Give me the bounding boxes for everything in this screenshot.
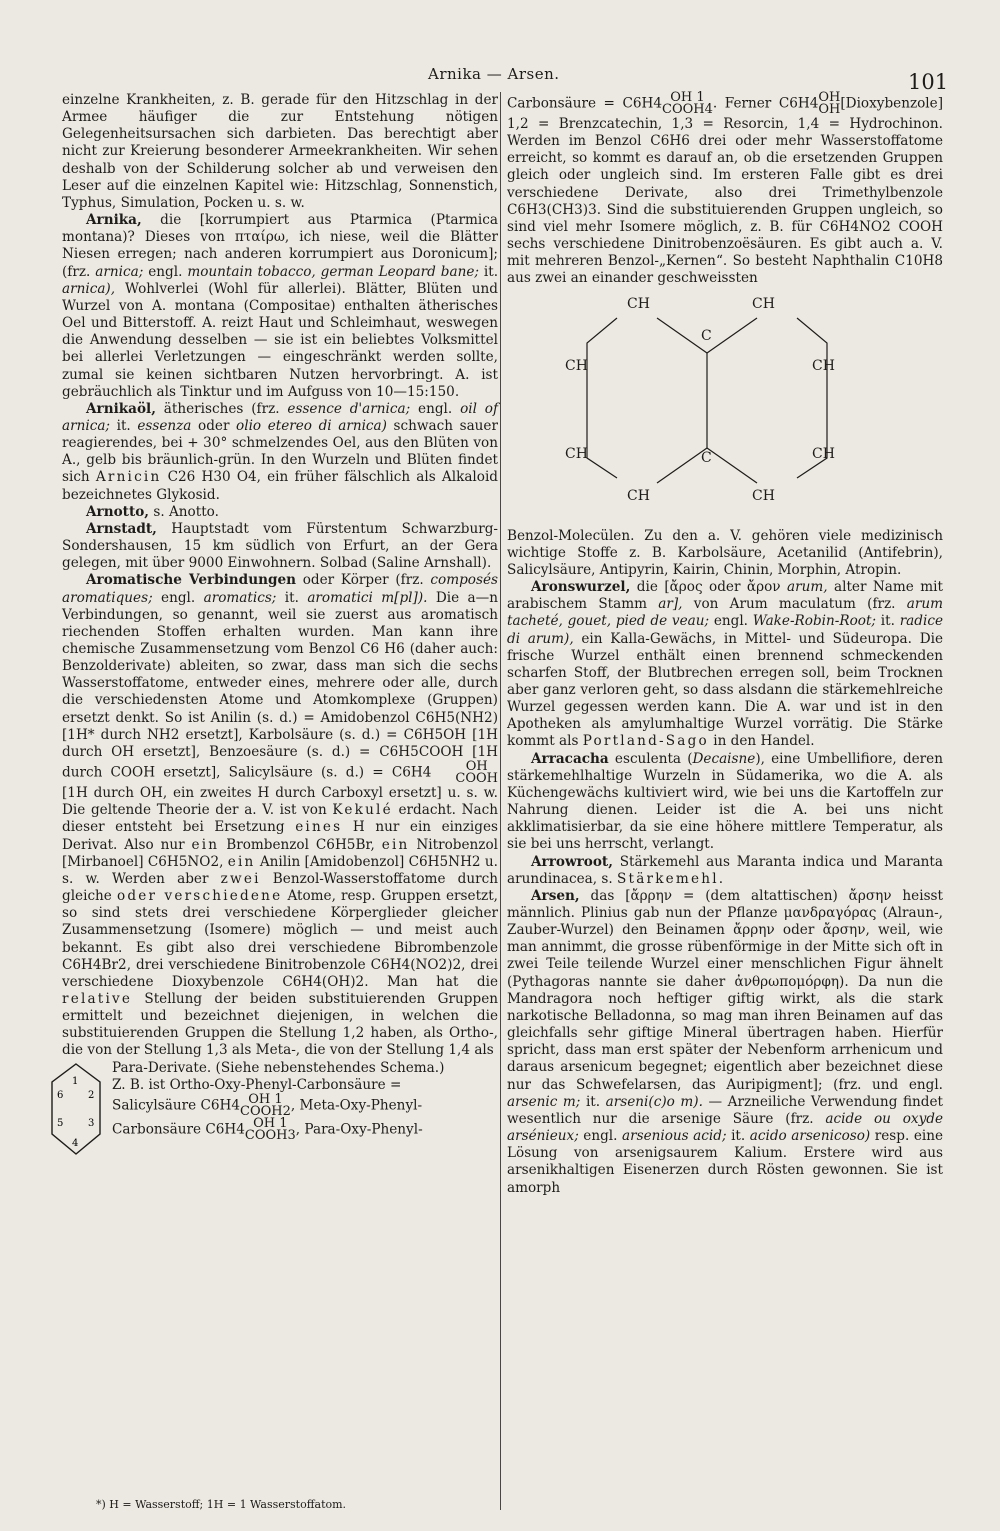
- entry-arnstadt: Arnstadt, Hauptstadt vom Fürstentum Schwarzburg-Sondershausen, 15 km südlich von Erfurt, an der Gera gelegen, mit über 9000 Einwohnern. Solbad (Saline Arnshall).: [62, 520, 498, 572]
- formula-fraction: OH COOH: [455, 759, 498, 787]
- headword-arsen: Arsen,: [531, 887, 580, 904]
- footnote: *) H = Wasserstoff; 1H = 1 Wasserstoffatom.: [96, 1498, 347, 1511]
- headword-arnstadt: Arnstadt,: [86, 520, 157, 537]
- schema-line-3: Salicylsäure C6H4 OH 1 COOH2 , Meta-Oxy-Phenyl-: [112, 1091, 423, 1119]
- entry-arrowroot: Arrowroot, Stärkemehl aus Maranta indica und Maranta arundinacea, s. Stärkemehl.: [507, 853, 943, 887]
- entry-arnotto: Arnotto, s. Anotto.: [86, 503, 219, 520]
- entry-aronswurzel: Aronswurzel, die [ἄρος oder ἄρον arum, alter Name mit arabischem Stamm ar], von Arum maculatum (frz. arum tacheté, gouet, pied de veau; engl. Wake-Robin-Root; it. radice di arum), ein Kalla-Gewächs, in Mittel- und Südeuropa. Die frische Wurzel enthält einen brennend schmeckenden scharfen Stoff, der Blutbrechen erregen soll, beim Trocknen aber ganz verloren geht, so dass alsdann die stärkemehlreiche Wurzel gegessen werden kann. Die A. war und ist in den Apotheken als amylumhaltige Wurzel vorrätig. Die Stärke kommt als Portland-Sago in den Handel.: [507, 579, 943, 750]
- hex-number-2: 2: [88, 1089, 95, 1101]
- paragraph-benzol-molecules: Benzol-Molecülen. Zu den a. V. gehören viele medizinisch wichtige Stoffe z. B. Karbolsäure, Acetanilid (Antifebrin), Salicylsäure, Antipyrin, Kairin, Chinin, Morphin, Atropin.: [507, 527, 943, 578]
- page-number: 101: [908, 70, 949, 94]
- hex-number-4: 4: [72, 1137, 79, 1149]
- headword-arrowroot: Arrowroot,: [531, 853, 613, 870]
- entry-continuation-right: Carbonsäure = C6H4 OH 1 COOH4 . Ferner C6H4 OH OH [Dioxybenzole] 1,2 = Brenzcatechin, 1,3 = Resorcin, 1,4 = Hydrochinon. Werden im Benzol C6H6 drei oder mehr Wasserstoffatome erreicht, so kommt es darauf an, ob die ersetzenden Gruppen gleich oder ungleich sind. Im ersteren Falle gibt es drei verschiedene Derivate, also drei Trimethylbenzole C6H3(CH3)3. Sind die substituierenden Gruppen ungleich, so sind viel mehr Isomere möglich, z. B. für C6H4NO2 COOH sechs verschiedene Dinitrobenzoësäuren. Es gibt auch a. V. mit mehreren Benzol-„Kernen“. So besteht Naphthalin C10H8 aus zwei an einander geschweissten: [507, 90, 943, 287]
- benzene-ring-icon: [48, 1060, 104, 1160]
- entry-continuation: einzelne Krankheiten, z. B. gerade für den Hitzschlag in der Armee häufiger die zur Entstehung nötigen Gelegenheitsursachen sich darbieten. Das berechtigt aber nicht zur Kreierung besonderer Armeekrankheiten. Wir sehen deshalb von der Schilderung solcher ab und verweisen den Leser auf die einzelnen Kapitel wie: Hitzschlag, Sonnenstich, Typhus, Simulation, Pocken u. s. w.: [62, 92, 498, 211]
- entry-aromatische-verbindungen: Aromatische Verbindungen oder Körper (frz. composés aromatiques; engl. aromatics; it. aromatici m[pl]). Die a—n Verbindungen, so genannt, weil sie zuerst aus aromatisch riechenden Stoffen erhalten wurden. Man kann ihre chemische Zusammensetzung vom Benzol C6 H6 (daher auch: Benzolderivate) ableiten, so zwar, dass man sich die sechs Wasserstoffatome, entweder eines, mehrere oder alle, durch die verschiedensten Atome und Atomkomplexe (Gruppen) ersetzt denkt. So ist Anilin (s. d.) = Amidobenzol C6H5(NH2) [1H* durch NH2 ersetzt], Karbolsäure (s. d.) = C6H5OH [1H durch OH ersetzt], Benzoesäure (s. d.) = C6H5COOH [1H durch COOH ersetzt], Salicylsäure (s. d.) = C6H4 OH COOH [1H durch OH, ein zweites H durch Carboxyl ersetzt] u. s. w. Die geltende Theorie der a. V. ist von Kekulé erdacht. Nach dieser entsteht bei Ersetzung eines H nur ein einziges Derivat. Also nur ein Brombenzol C6H5Br, ein Nitrobenzol [Mirbanoel] C6H5NO2, ein Anilin [Amidobenzol] C6H5NH2 u. s. w. Werden aber zwei Benzol-Wasserstoffatome durch gleiche oder verschiedene Atome, resp. Gruppen ersetzt, so sind stets drei verschiedene Körperglieder gleicher Zusammensetzung (Isomere) möglich — und meist auch bekannt. Es gibt also drei verschiedene Bibrombenzole C6H4Br2, drei verschiedene Binitrobenzole C6H4(NO2)2, drei verschiedene Dioxybenzole C6H4(OH)2. Man hat die relative Stellung der beiden substituierenden Gruppen ermittelt und bezeichnet diejenigen, in welchen die substituierenden Gruppen die Stellung 1,2 haben, als Ortho-, die von der Stellung 1,3 als Meta-, die von der Stellung 1,4 als: [62, 572, 498, 1059]
- entry-arsen: Arsen, das [ἄρρην = (dem altattischen) ἄρσην heisst männlich. Plinius gab nun der Pflanze μανδραγόρας (Alraun-, Zauber-Wurzel) den Beinamen ἄρρην oder ἄρσην, weil, wie man annimmt, die grosse rübenförmige in der Mitte sich oft in zwei Teile teilende Wurzel einer menschlichen Figur ähnelt (Pythagoras nannte sie daher ἀνθρωπομόρφη). Da nun die Mandragora noch heftiger giftig wirkt, als die stark narkotische Belladonna, so mag man ihren Beinamen auf das gleichfalls sehr giftige Mineral übertragen haben. Hierfür spricht, dass man erst später der Nebenform arrhenicum und daraus arsenicum begegnet; eigentlich aber bezeichnet diese nur das Schwefelarsen, das Auripigment]; (frz. und engl. arsenic m; it. arseni(c)o m). — Arzneiliche Verwendung findet wesentlich nur die arsenige Säure (frz. acide ou oxyde arsénieux; engl. arsenious acid; it. acido arsenicoso) resp. eine Lösung von arsenigsaurem Kalium. Erstere wird aus arsenikhaltigen Eisenerzen durch Rösten gewonnen. Sie ist amorph: [507, 887, 944, 1196]
- headword-arracacha: Arracacha: [531, 750, 609, 767]
- column-divider: [500, 92, 501, 1510]
- left-column: [57, 92, 499, 1149]
- running-title: Arnika — Arsen.: [428, 65, 560, 83]
- entry-arracacha: Arracacha esculenta (Decaisne), eine Umbellifiore, deren stärkemehlhaltige Wurzeln in Südamerika, wo die A. als Küchengewächs kultiviert wird, wie bei uns die Kartoffeln zur Nahrung dienen. Leider ist die A. bei uns nicht akklimatisierbar, da sie eine höhere mittlere Temperatur, als sie bei uns herrscht, verlangt.: [507, 750, 943, 853]
- schema-line-2: Z. B. ist Ortho-Oxy-Phenyl-Carbonsäure =: [112, 1076, 402, 1093]
- headword-aromatische: Aromatische Verbindungen: [86, 572, 296, 589]
- right-column: [507, 92, 943, 1197]
- entry-arnikaoel: Arnikaöl, ätherisches (frz. essence d'arnica; engl. oil of arnica; it. essenza oder olio etereo di arnica) schwach sauer reagierendes, bei + 30° schmelzendes Oel, aus den Blüten von A., gelb bis bräunlich-grün. In den Wurzeln und Blüten findet sich Arnicin C26 H30 O4, ein früher fälschlich als Alkaloid bezeichnetes Glykosid.: [62, 400, 499, 503]
- schema-line-1: Para-Derivate. (Siehe nebenstehendes Schema.): [112, 1059, 445, 1076]
- benzene-schema: [57, 1059, 498, 1149]
- hex-number-5: 5: [57, 1117, 64, 1129]
- schema-line-4: Carbonsäure C6H4 OH 1 COOH3 , Para-Oxy-Phenyl-: [112, 1115, 423, 1143]
- headword-aronswurzel: Aronswurzel,: [531, 579, 631, 596]
- hex-number-1: 1: [72, 1075, 79, 1087]
- entry-arnika: Arnika, die [korrumpiert aus Ptarmica (Ptarmica montana)? Dieses von πταίρω, ich niese, weil die Blätter Niesen erregen; nach anderen korrumpiert aus Doronicum]; (frz. arnica; engl. mountain tobacco, german Leopard bane; it. arnica), Wohlverlei (Wohl für allerlei). Blätter, Blüten und Wurzel von A. montana (Compositae) enthalten ätherisches Oel und Bitterstoff. A. reizt Haut und Schleimhaut, weswegen die Anwendung desselben — sie ist ein beliebtes Volksmittel bei allerlei Verletzungen — eingeschränkt werden sollte, zumal sie keinen sichtbaren Nutzen hervorbringt. A. ist gebräuchlich als Tinktur und im Aufguss von 10—15:150.: [62, 212, 499, 400]
- hex-number-3: 3: [88, 1117, 95, 1129]
- headword-arnotto: Arnotto,: [86, 503, 150, 520]
- hex-number-6: 6: [57, 1089, 64, 1101]
- headword-arnika: Arnika,: [86, 212, 142, 229]
- naphthalin-diagram: CH CH C CH CH CH C CH CH CH: [577, 298, 837, 518]
- headword-arnikaoel: Arnikaöl,: [86, 400, 156, 417]
